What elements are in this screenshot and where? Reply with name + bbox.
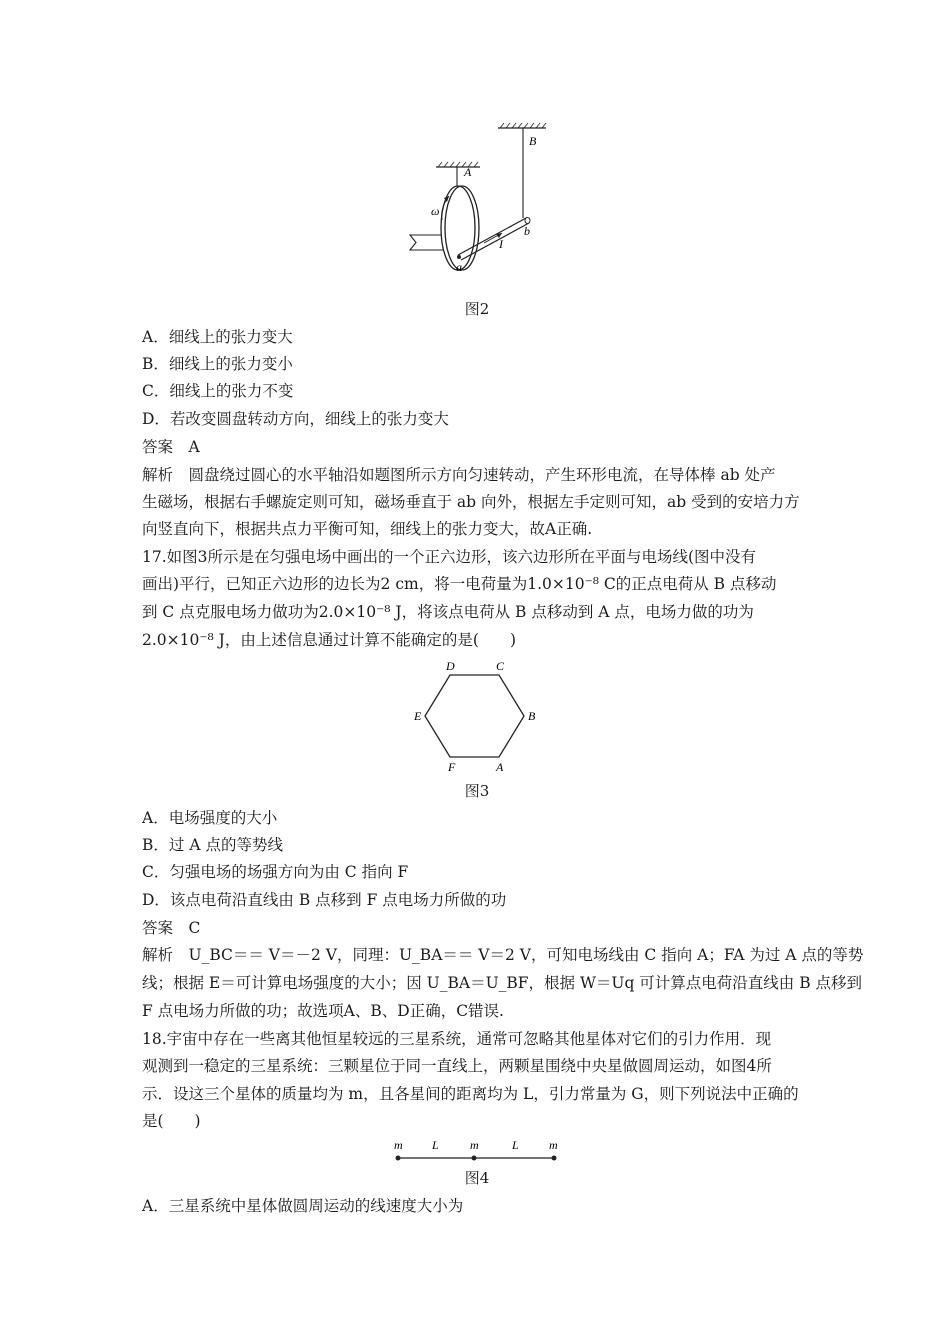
q16-answer	[142, 437, 822, 457]
analysis-text: 圆盘绕过圆心的水平轴沿如题图所示方向匀速转动，产生环形电流，在导体棒 ab 处产	[188, 466, 776, 484]
vertex-label-D: D	[446, 659, 455, 673]
label-b: b	[524, 224, 530, 238]
analysis-label: 解析	[142, 946, 174, 964]
star-center	[472, 1156, 477, 1161]
label-B: B	[529, 134, 537, 148]
q18-stem-line-1: 18.宇宙中存在一些离其他恒星较远的三星系统，通常可忽略其他星体对它们的引力作用．现	[142, 1030, 772, 1048]
q18-stem-line-4: 是( )	[142, 1112, 201, 1130]
q17-stem-line-3: 到 C 点克服电场力做功为2.0×10⁻⁸ J，将该点电荷从 B 点移动到 A 点，电场力做的功为	[142, 603, 754, 621]
q16-option-a: A．细线上的张力变大	[142, 328, 293, 346]
label-a: a	[456, 260, 462, 274]
q17-analysis-line-3: F 点电场力所做的功；故选项A、B、D正确，C错误.	[142, 1002, 504, 1020]
star-left	[396, 1156, 401, 1161]
q16-option-c: C．细线上的张力不变	[142, 382, 294, 400]
answer-value: A	[188, 438, 200, 456]
q17-analysis-line-2: 线；根据 E＝可计算电场强度的大小；因 U_BA＝U_BF，根据 W＝Uq 可计算点电荷沿直线由 B 点移到	[142, 974, 863, 992]
vertex-label-C: C	[496, 659, 505, 673]
star-right	[552, 1156, 557, 1161]
figure-2-caption: 图2	[464, 300, 490, 318]
answer-value: C	[188, 919, 201, 937]
q16-analysis-line-2: 生磁场，根据右手螺旋定则可知，磁场垂直于 ab 向外，根据左手定则可知，ab 受到的安培力方	[142, 493, 800, 511]
q17-option-b: B．过 A 点的等势线	[142, 836, 283, 854]
label-m-left: m	[394, 1138, 403, 1152]
label-L-left: L	[432, 1138, 439, 1152]
q18-option-a: A．三星系统中星体做圆周运动的线速度大小为	[142, 1197, 464, 1215]
label-m-right: m	[549, 1138, 558, 1152]
label-m-center: m	[470, 1138, 479, 1152]
label-A: A	[464, 165, 472, 179]
analysis-label: 解析	[142, 466, 174, 484]
q18-stem-line-2: 观测到一稳定的三星系统：三颗星位于同一直线上，两颗星围绕中央星做圆周运动，如图4所	[142, 1057, 772, 1075]
q17-stem-line-4: 2.0×10⁻⁸ J，由上述信息通过计算不能确定的是( )	[142, 631, 516, 649]
q17-answer	[142, 918, 822, 938]
figure-4-caption: 图4	[464, 1169, 490, 1187]
q16-option-b: B．细线上的张力变小	[142, 355, 293, 373]
label-omega: ω	[431, 204, 440, 218]
analysis-text: U_BC＝＝ V＝－2 V，同理：U_BA＝＝ V＝2 V，可知电场线由 C 指向 A；FA 为过 A 点的等势	[188, 946, 864, 964]
label-L-right: L	[512, 1138, 519, 1152]
figure-3-hexagon	[410, 658, 550, 778]
q17-option-c: C．匀强电场的场强方向为由 C 指向 F	[142, 863, 409, 881]
q17-stem-line-1: 17.如图3所示是在匀强电场中画出的一个正六边形，该六边形所在平面与电场线(图中没有	[142, 548, 757, 566]
q16-analysis-line-1	[142, 465, 822, 485]
label-I: I	[499, 237, 503, 251]
answer-label: 答案	[142, 919, 174, 937]
figure-4-three-stars	[390, 1136, 570, 1166]
answer-label: 答案	[142, 438, 174, 456]
figure-2-disk-diagram	[400, 118, 560, 278]
vertex-label-B: B	[528, 709, 536, 723]
vertex-label-A: A	[496, 760, 504, 774]
q18-stem-line-3: 示．设这三个星体的质量均为 m，且各星间的距离均为 L，引力常量为 G，则下列说法中正确的	[142, 1085, 799, 1103]
q17-stem-line-2: 画出)平行，已知正六边形的边长为2 cm，将一电荷量为1.0×10⁻⁸ C的正点电荷从 B 点移动	[142, 575, 777, 593]
q17-option-a: A．电场强度的大小	[142, 809, 278, 827]
q16-option-d: D．若改变圆盘转动方向，细线上的张力变大	[142, 410, 449, 428]
vertex-label-E: E	[414, 709, 422, 723]
vertex-label-F: F	[448, 760, 456, 774]
figure-3-caption: 图3	[464, 782, 490, 800]
q16-analysis-line-3: 向竖直向下，根据共点力平衡可知，细线上的张力变大，故A正确.	[142, 520, 593, 538]
q17-option-d: D．该点电荷沿直线由 B 点移到 F 点电场力所做的功	[142, 891, 507, 909]
q17-analysis-line-1	[142, 945, 864, 965]
